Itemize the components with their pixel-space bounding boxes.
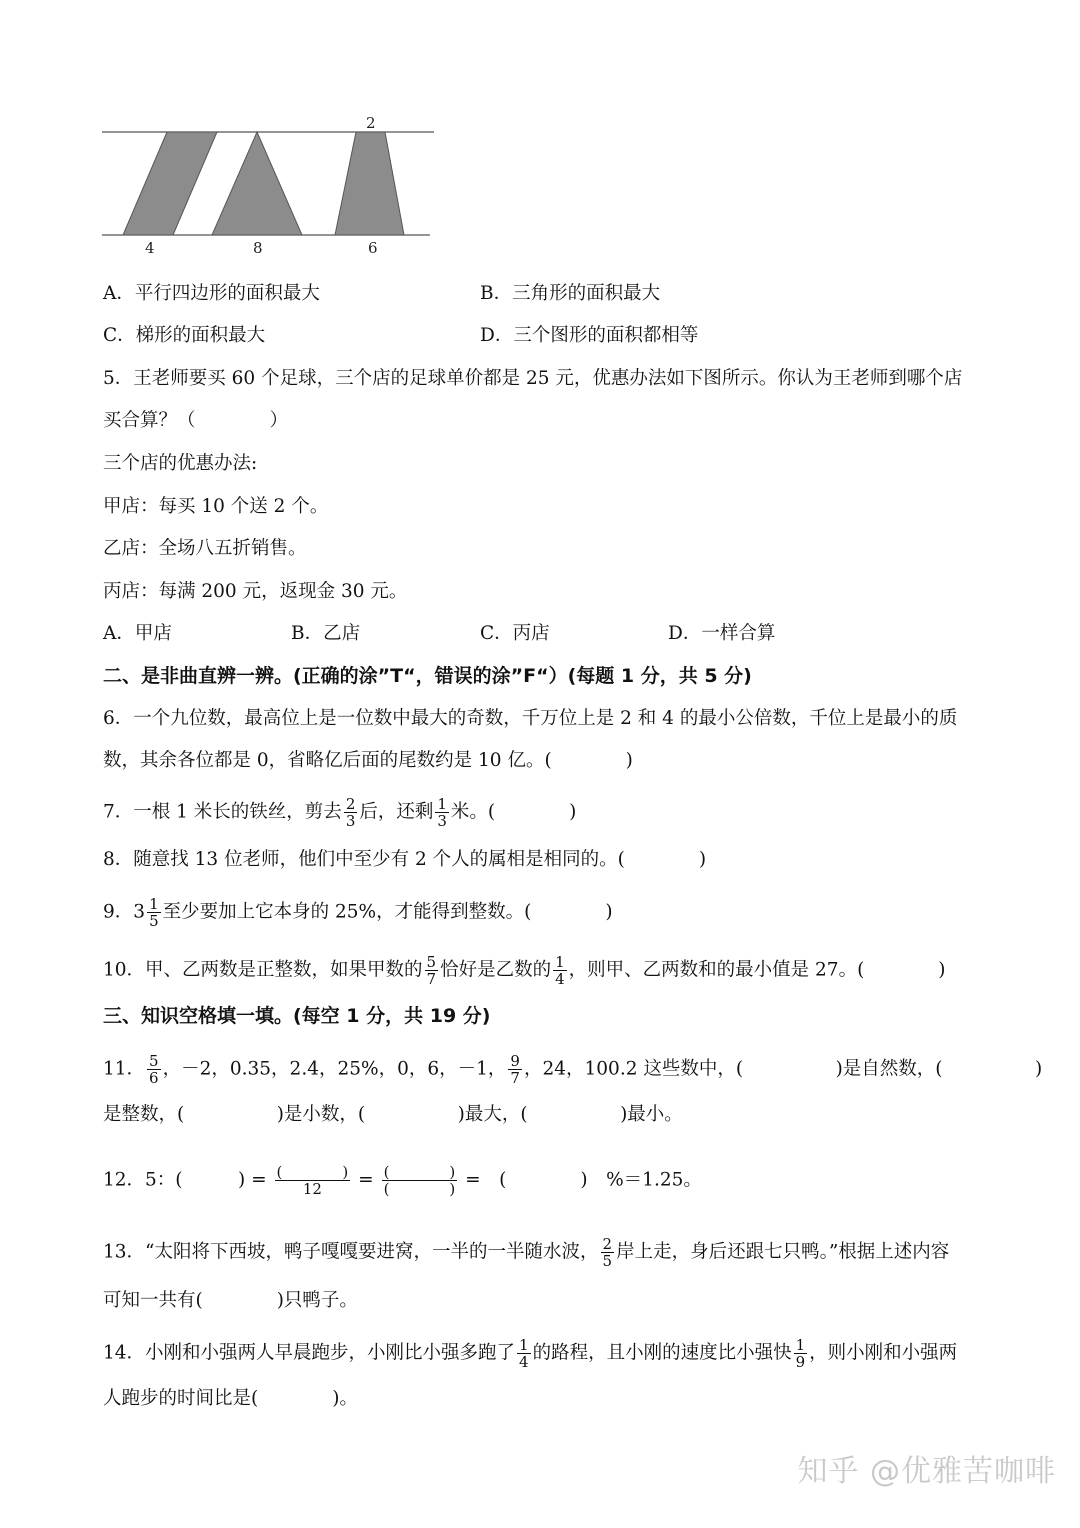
q14-f2-den: 9 xyxy=(795,1353,806,1371)
q10-fraction-1 xyxy=(425,954,439,987)
q7-f1-den: 3 xyxy=(345,812,356,830)
q11-text-c: ，24，100.2 这些数中，( )是自然数，( ) xyxy=(523,1058,1043,1080)
q14-fraction-1 xyxy=(517,1337,531,1370)
q9-text-b: 至少要加上它本身的 25%，才能得到整数。( ) xyxy=(162,901,613,923)
q14-f1-den: 4 xyxy=(519,1353,529,1371)
q10-fraction-2 xyxy=(553,954,567,987)
bottom-label-parallelogram: 4 xyxy=(145,239,155,257)
trapezoid-shape xyxy=(335,132,404,235)
q5-option-a: A．甲店 xyxy=(103,623,172,644)
q11-f2-den: 7 xyxy=(510,1069,520,1087)
q5-option-c: C．丙店 xyxy=(480,623,550,644)
q5-line1: 5．王老师要买 60 个足球，三个店的足球单价都是 25 元，优惠办法如下图所示。你认为王老师到哪个店 xyxy=(103,368,963,389)
q11-fraction-1 xyxy=(147,1053,161,1086)
q14-fraction-2 xyxy=(794,1337,808,1370)
parallelogram-shape xyxy=(123,132,217,235)
q12-f2-num: ( ) xyxy=(383,1163,456,1181)
q7 xyxy=(103,796,576,829)
q9-fraction xyxy=(147,896,161,929)
q5-line2: 买合算？（ ） xyxy=(103,410,289,431)
q9 xyxy=(103,896,613,929)
q10-f2-den: 4 xyxy=(555,970,565,988)
q11-f1-num: 5 xyxy=(149,1052,159,1070)
q13-line1 xyxy=(103,1236,949,1269)
q14-f2-num: 1 xyxy=(795,1336,806,1354)
q10-f1-den: 7 xyxy=(426,970,437,988)
q7-fraction-1 xyxy=(344,796,358,829)
top-label: 2 xyxy=(366,114,376,132)
shapes-figure xyxy=(100,110,440,260)
q4-option-b: B．三角形的面积最大 xyxy=(480,283,661,304)
bottom-label-triangle: 8 xyxy=(253,239,263,257)
q7-f2-den: 3 xyxy=(437,812,447,830)
q5-option-d: D．一样合算 xyxy=(668,623,776,644)
q13-fraction xyxy=(601,1236,615,1269)
q7-text-c: 米。( ) xyxy=(450,801,577,823)
q11-line2: 是整数，( )是小数，( )最大，( )最小。 xyxy=(103,1104,683,1125)
q14-line2: 人跑步的时间比是( )。 xyxy=(103,1388,358,1409)
q14-text-a: 14．小刚和小强两人早晨跑步，小刚比小强多跑了 xyxy=(103,1342,516,1364)
q12-text-a: 12．5：( ) xyxy=(103,1169,246,1191)
q10-f1-num: 5 xyxy=(426,953,437,971)
q12-f1-num: ( ) xyxy=(276,1163,349,1181)
q5-shop-a: 甲店：每买 10 个送 2 个。 xyxy=(103,496,329,517)
q12-text-c: = ( ) %＝1.25。 xyxy=(465,1169,702,1191)
q5-option-b: B．乙店 xyxy=(291,623,361,644)
q5-shop-b: 乙店：全场八五折销售。 xyxy=(103,538,307,559)
q4-option-a: A．平行四边形的面积最大 xyxy=(103,283,320,304)
q14-text-c: ，则小刚和小强两 xyxy=(809,1342,958,1364)
q11-text-a: 11． xyxy=(103,1058,146,1080)
q12-fraction-1 xyxy=(275,1164,351,1197)
q12-fraction-2 xyxy=(382,1164,458,1197)
q10 xyxy=(103,954,946,987)
q9-f-den: 5 xyxy=(149,912,159,930)
q8: 8．随意找 13 位老师，他们中至少有 2 个人的属相是相同的。( ) xyxy=(103,849,707,870)
q12-eq2: = xyxy=(358,1169,374,1191)
q13-text-a: 13．“太阳将下西坡，鸭子嘎嘎要进窝，一半的一半随水波， xyxy=(103,1241,599,1263)
q7-f1-num: 2 xyxy=(345,795,356,813)
q7-f2-num: 1 xyxy=(437,795,447,813)
q9-text-a: 9． xyxy=(103,901,134,923)
section2-title: 二、是非曲直辨一辨。(正确的涂”T“，错误的涂”F“）(每题 1 分，共 5 分) xyxy=(103,665,752,687)
q4-option-c: C．梯形的面积最大 xyxy=(103,325,266,346)
section3-title: 三、知识空格填一填。(每空 1 分，共 19 分) xyxy=(103,1005,491,1027)
q13-f-den: 5 xyxy=(602,1252,613,1270)
q7-text-a: 7．一根 1 米长的铁丝，剪去 xyxy=(103,801,342,823)
q6-line1: 6．一个九位数，最高位上是一位数中最大的奇数，千万位上是 2 和 4 的最小公倍数，千位上是最小的质 xyxy=(103,708,958,729)
q12-f2-den: ( ) xyxy=(383,1180,456,1198)
q14-text-b: 的路程，且小刚的速度比小强快 xyxy=(532,1342,792,1364)
q10-text-a: 10．甲、乙两数是正整数，如果甲数的 xyxy=(103,959,423,981)
q11-line1 xyxy=(103,1053,1042,1086)
triangle-shape xyxy=(212,132,302,235)
q10-text-c: ，则甲、乙两数和的最小值是 27。( ) xyxy=(568,959,946,981)
q13-f-num: 2 xyxy=(602,1235,613,1253)
q11-f2-num: 9 xyxy=(510,1052,520,1070)
q10-text-b: 恰好是乙数的 xyxy=(440,959,552,981)
q11-text-b: ，－2，0.35，2.4，25%，0，6，－1， xyxy=(162,1058,507,1080)
q10-f2-num: 1 xyxy=(555,953,565,971)
q7-text-b: 后，还剩 xyxy=(359,801,434,823)
q11-f1-den: 6 xyxy=(149,1069,159,1087)
q9-whole: 3 xyxy=(133,901,146,923)
q11-fraction-2 xyxy=(508,1053,522,1086)
q7-fraction-2 xyxy=(435,796,449,829)
q12 xyxy=(103,1164,702,1197)
q5-shop-c: 丙店：每满 200 元，返现金 30 元。 xyxy=(103,581,408,602)
q9-f-num: 1 xyxy=(149,895,159,913)
q13-line2: 可知一共有( )只鸭子。 xyxy=(103,1290,358,1311)
q5-intro: 三个店的优惠办法: xyxy=(103,453,258,474)
q4-option-d: D．三个图形的面积都相等 xyxy=(480,325,699,346)
q13-text-b: 岸上走，身后还跟七只鸭。”根据上述内容 xyxy=(616,1241,950,1263)
q6-line2: 数，其余各位都是 0，省略亿后面的尾数约是 10 亿。( ) xyxy=(103,750,633,771)
bottom-label-trapezoid: 6 xyxy=(368,239,378,257)
q14-line1 xyxy=(103,1337,957,1370)
watermark: 知乎 @优雅苦咖啡 xyxy=(797,1454,1056,1489)
q14-f1-num: 1 xyxy=(519,1336,529,1354)
q12-f1-den: 12 xyxy=(302,1180,322,1198)
q12-eq1: = xyxy=(251,1169,267,1191)
